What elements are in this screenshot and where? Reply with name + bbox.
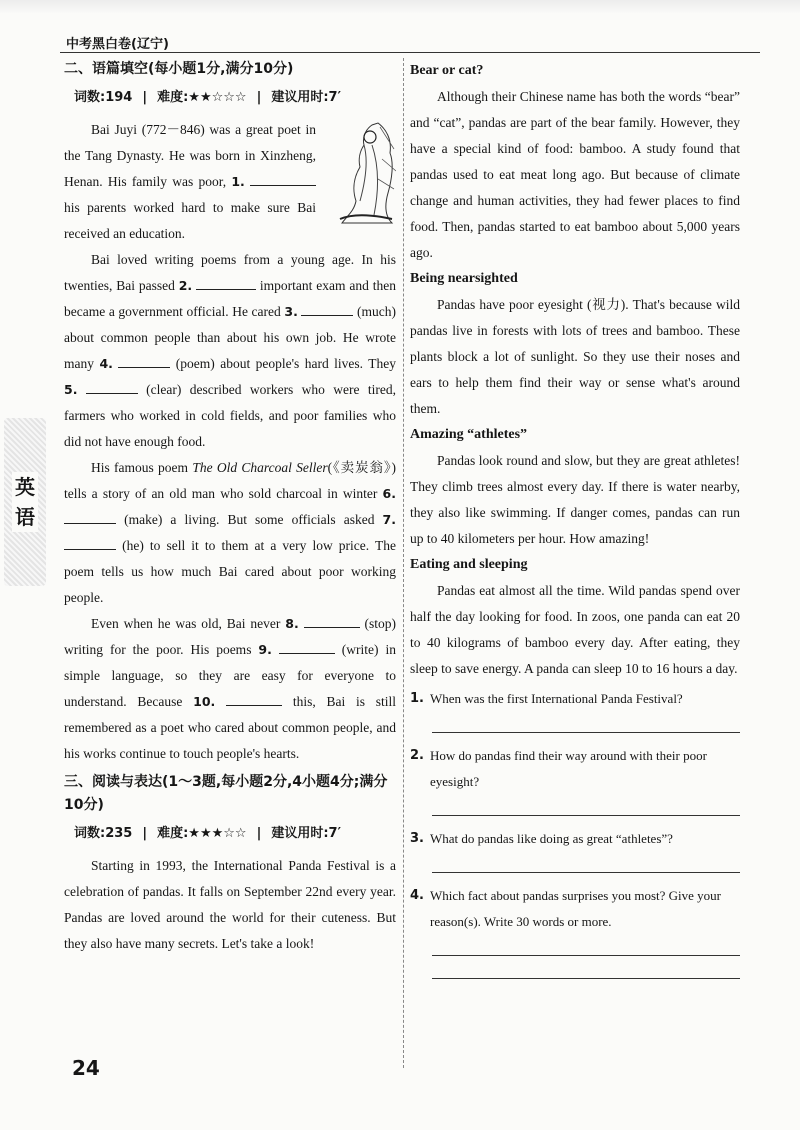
suggested-time: 建议用时:7′ — [271, 90, 342, 105]
question: 3. What do pandas like doing as great “athletes”? — [410, 831, 673, 846]
paragraph: Bai loved writing poems from a young age. In his twenties, Bai passed 2. important exam and then became a government official. He cared 3. (much) about common people than about his own job. He wrote many 4. (poem) about people's hard lives. They 5. (clear) described workers who were tired, farmers who worked in cold fields, and poor families who did not have enough food. — [64, 252, 397, 449]
answer-blank[interactable] — [64, 535, 116, 550]
passage-paragraph: Although their Chinese name has both the words “bear” and “cat”, pandas are part of the bear family. However, they have a special kind of food: bamboo. A study found that pandas used to eat meat long ago. But because of climate change and human activities, they had fewer places to find food. Then, pandas started to eat bamboo about 5,000 years ago. — [410, 89, 740, 260]
section3-title: 三、阅读与表达(1～3题,每小题2分,4小题4分;满分10分) — [64, 774, 388, 813]
answer-line[interactable] — [432, 966, 740, 979]
paragraph: Even when he was old, Bai never 8. (stop) writing for the poor. His poems 9. (write) in simple language, so they are easy for everyone to understand. Because 10. this, Bai is still remembered as a poet who cared about common people, and his works continue to touch people's hearts. — [64, 611, 396, 767]
answer-line[interactable] — [432, 860, 740, 873]
left-column — [64, 58, 396, 957]
poet-illustration — [334, 119, 396, 227]
question: 1. When was the first International Panda Festival? — [410, 691, 683, 706]
question: 4. Which fact about pandas surprises you most? Give your reason(s). Write 30 words or more. — [410, 888, 721, 929]
answer-line[interactable] — [432, 720, 740, 733]
poem-title: The Old Charcoal Seller — [192, 460, 328, 475]
question: 2. How do pandas find their way around with their poor eyesight? — [410, 748, 707, 789]
blank-number: 4. — [99, 356, 113, 371]
passage-heading: Eating and sleeping — [410, 557, 528, 572]
blank-number: 5. — [64, 382, 78, 397]
section2-meta: 词数:194 | 难度:★★☆☆☆ | 建议用时:7′ — [74, 90, 342, 105]
difficulty-rating: 难度:★★☆☆☆ — [157, 90, 247, 105]
subject-tab-char: 英 — [12, 472, 38, 502]
blank-number: 7. — [382, 512, 396, 527]
header-rule — [60, 52, 760, 53]
passage-heading: Being nearsighted — [410, 271, 518, 286]
blank-number: 8. — [285, 616, 299, 631]
question-list — [410, 686, 740, 979]
passage-paragraph: Pandas have poor eyesight (视力). That's because wild pandas live in forests with lots of trees and bamboo. These plants block a lot of sunlight. So they use their noses and ears to help them find their way or sense what's around them. — [410, 297, 740, 416]
subject-tab — [4, 418, 46, 586]
paragraph: Bai Juyi (772－846) was a great poet in the Tang Dynasty. He was born in Xinzheng, Henan. His family was poor, 1. his parents worked hard to make sure Bai received an education. — [64, 122, 316, 241]
subject-tab-char: 语 — [12, 502, 38, 532]
answer-blank[interactable] — [279, 639, 335, 654]
blank-number: 1. — [231, 174, 245, 189]
difficulty-rating: 难度:★★★☆☆ — [157, 826, 247, 841]
page-number: 24 — [72, 1056, 100, 1080]
answer-blank[interactable] — [304, 613, 360, 628]
page-edge — [0, 0, 800, 14]
right-column — [410, 58, 740, 989]
suggested-time: 建议用时:7′ — [271, 826, 342, 841]
answer-line[interactable] — [432, 803, 740, 816]
section2-intro — [64, 117, 396, 247]
word-count: 词数:235 — [74, 826, 133, 841]
paragraph: His famous poem The Old Charcoal Seller(《卖炭翁》) tells a story of an old man who sold charcoal in winter 6. (make) a living. But some officials asked 7. (he) to sell it to them at a very low price. The poem tells us how much Bai cared about poor working people. — [64, 460, 396, 605]
page-header: 中考黑白卷(辽宁) — [66, 37, 169, 52]
passage-heading: Bear or cat? — [410, 63, 484, 78]
blank-number: 3. — [284, 304, 298, 319]
answer-blank[interactable] — [301, 301, 353, 316]
passage-paragraph: Pandas look round and slow, but they are great athletes! They climb trees almost every day. If there is water nearby, they also like swimming. If danger comes, pandas can run up to 40 kilometers per hour. How amazing! — [410, 453, 740, 546]
reading-intro: Starting in 1993, the International Panda Festival is a celebration of pandas. It falls on September 22nd every year. Pandas are loved around the world for their cuteness. But they also have many secrets. Let's take a look! — [64, 858, 396, 951]
blank-number: 10. — [193, 694, 216, 709]
answer-blank[interactable] — [118, 353, 170, 368]
answer-blank[interactable] — [64, 509, 116, 524]
passage-heading: Amazing “athletes” — [410, 427, 528, 442]
blank-number: 2. — [178, 278, 193, 293]
answer-blank[interactable] — [196, 275, 256, 290]
section3-meta: 词数:235 | 难度:★★★☆☆ | 建议用时:7′ — [74, 826, 342, 841]
passage-paragraph: Pandas eat almost all the time. Wild pandas spend over half the day looking for food. In zoos, one panda can eat 20 to 40 kilograms of bamboo every day. After eating, they sleep to save energy. A panda can sleep 10 to 16 hours a day. — [410, 583, 740, 676]
word-count: 词数:194 — [74, 90, 133, 105]
blank-number: 9. — [258, 642, 272, 657]
answer-blank[interactable] — [250, 171, 316, 186]
section2-title: 二、语篇填空(每小题1分,满分10分) — [64, 61, 294, 77]
answer-blank[interactable] — [86, 379, 138, 394]
blank-number: 6. — [382, 486, 396, 501]
column-divider — [403, 58, 404, 1068]
answer-line[interactable] — [432, 943, 740, 956]
answer-blank[interactable] — [226, 691, 282, 706]
